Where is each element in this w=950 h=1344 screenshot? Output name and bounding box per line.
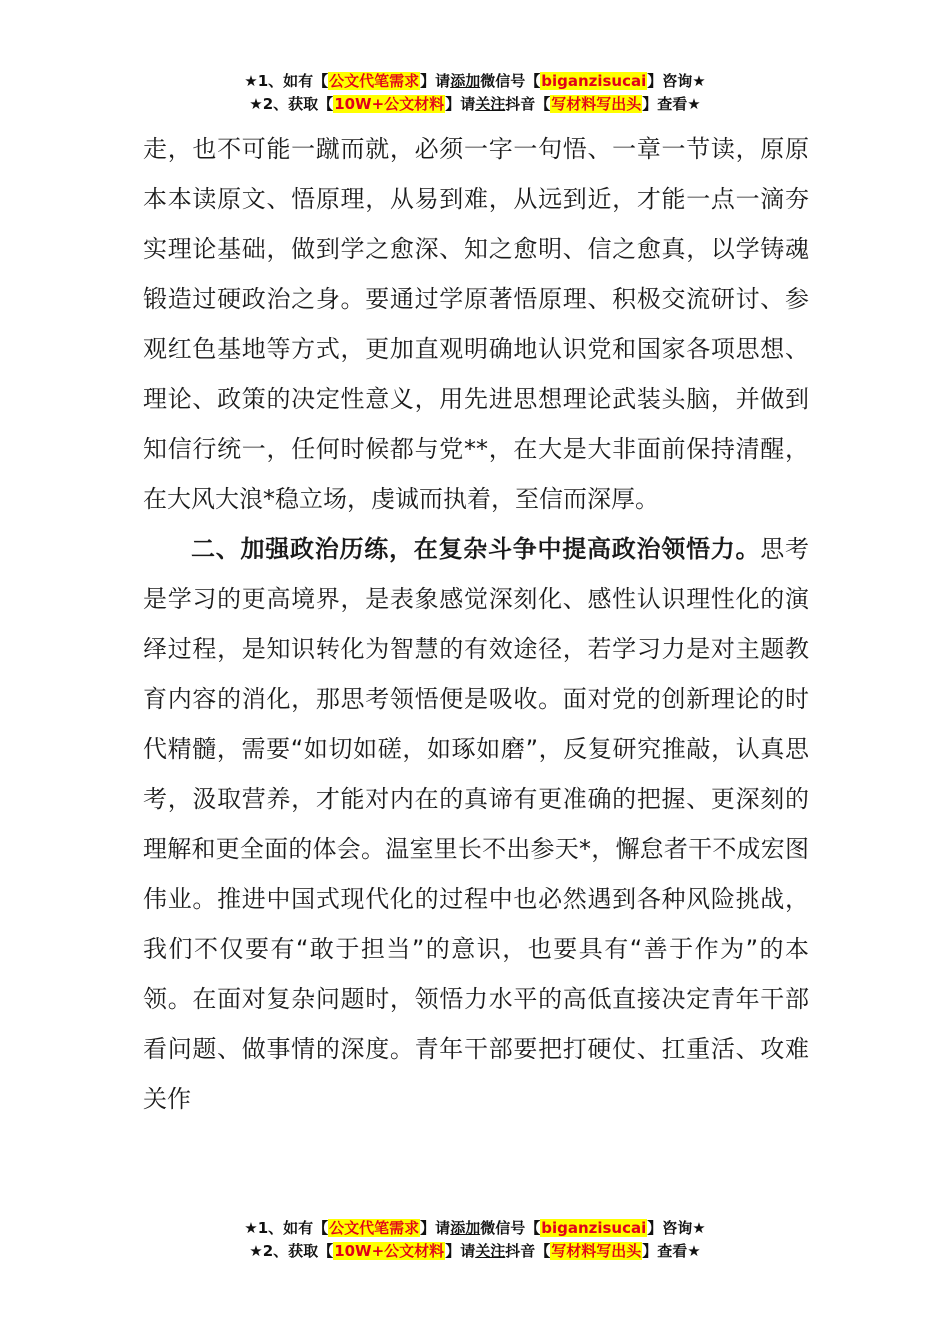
banner-line-2 xyxy=(0,1240,950,1263)
banner-emphasis: 关注 xyxy=(475,1242,506,1260)
footer-banner xyxy=(0,1217,950,1263)
highlight-service: 公文代笔需求 xyxy=(329,1219,420,1237)
document-body xyxy=(143,124,809,1124)
paragraph-1: 走，也不可能一蹴而就，必须一字一句悟、一章一节读，原原本本读原文、悟原理，从易到难，从远到近，才能一点一滴夯实理论基础，做到学之愈深、知之愈明、信之愈真，以学铸魂锻造过硬政治之身。要通过学原著悟原理、积极交流研讨、参观红色基地等方式，更加直观明确地认识党和国家各项思想、理论、政策的决定性意义，用先进思想理论武装头脑，并做到知信行统一，任何时候都与党**，在大是大非面前保持清醒，在大风大浪*稳立场，虔诚而执着，至信而深厚。 xyxy=(143,135,809,513)
banner-line-2 xyxy=(0,93,950,116)
section-heading: 二、加强政治历练，在复杂斗争中提高政治领悟力。 xyxy=(191,535,761,563)
highlight-wechat-id: biganzisucai xyxy=(541,72,647,90)
banner-emphasis: 添加 xyxy=(450,72,481,90)
highlight-service: 公文代笔需求 xyxy=(329,72,420,90)
banner-text: 】请 xyxy=(445,1242,476,1260)
banner-text: 】请 xyxy=(445,95,476,113)
highlight-wechat-id: biganzisucai xyxy=(541,1219,647,1237)
paragraph-2 xyxy=(143,524,809,1124)
banner-line-1 xyxy=(0,70,950,93)
banner-text: ★1、如有【 xyxy=(244,1219,329,1237)
banner-text: 】查看★ xyxy=(642,1242,701,1260)
highlight-douyin-id: 写材料写出头 xyxy=(551,1242,642,1260)
banner-text: ★2、获取【 xyxy=(249,95,334,113)
banner-text: 抖音【 xyxy=(505,1242,551,1260)
banner-emphasis: 关注 xyxy=(475,95,506,113)
highlight-materials: 10W+公文材料 xyxy=(334,1242,445,1260)
banner-text: 】查看★ xyxy=(642,95,701,113)
banner-text: 微信号【 xyxy=(480,1219,541,1237)
header-banner xyxy=(0,70,950,116)
banner-line-1 xyxy=(0,1217,950,1240)
banner-text: ★1、如有【 xyxy=(244,72,329,90)
banner-text: 】请 xyxy=(420,1219,451,1237)
banner-text: 微信号【 xyxy=(480,72,541,90)
banner-text: 抖音【 xyxy=(505,95,551,113)
paragraph-2-text: 思考是学习的更高境界，是表象感觉深刻化、感性认识理性化的演绎过程，是知识转化为智慧的有效途径，若学习力是对主题教育内容的消化，那思考领悟便是吸收。面对党的创新理论的时代精髓，需要“如切如磋，如琢如磨”，反复研究推敲，认真思考，汲取营养，才能对内在的真谛有更准确的把握、更深刻的理解和更全面的体会。温室里长不出参天*，懈怠者干不成宏图伟业。推进中国式现代化的过程中也必然遇到各种风险挑战，我们不仅要有“敢于担当”的意识，也要具有“善于作为”的本领。在面对复杂问题时，领悟力水平的高低直接决定青年干部看问题、做事情的深度。青年干部要把打硬仗、扛重活、攻难关作 xyxy=(143,535,809,1113)
banner-text: 】咨询★ xyxy=(647,72,706,90)
banner-text: 】请 xyxy=(420,72,451,90)
highlight-douyin-id: 写材料写出头 xyxy=(551,95,642,113)
banner-text: ★2、获取【 xyxy=(249,1242,334,1260)
highlight-materials: 10W+公文材料 xyxy=(334,95,445,113)
banner-emphasis: 添加 xyxy=(450,1219,481,1237)
banner-text: 】咨询★ xyxy=(647,1219,706,1237)
